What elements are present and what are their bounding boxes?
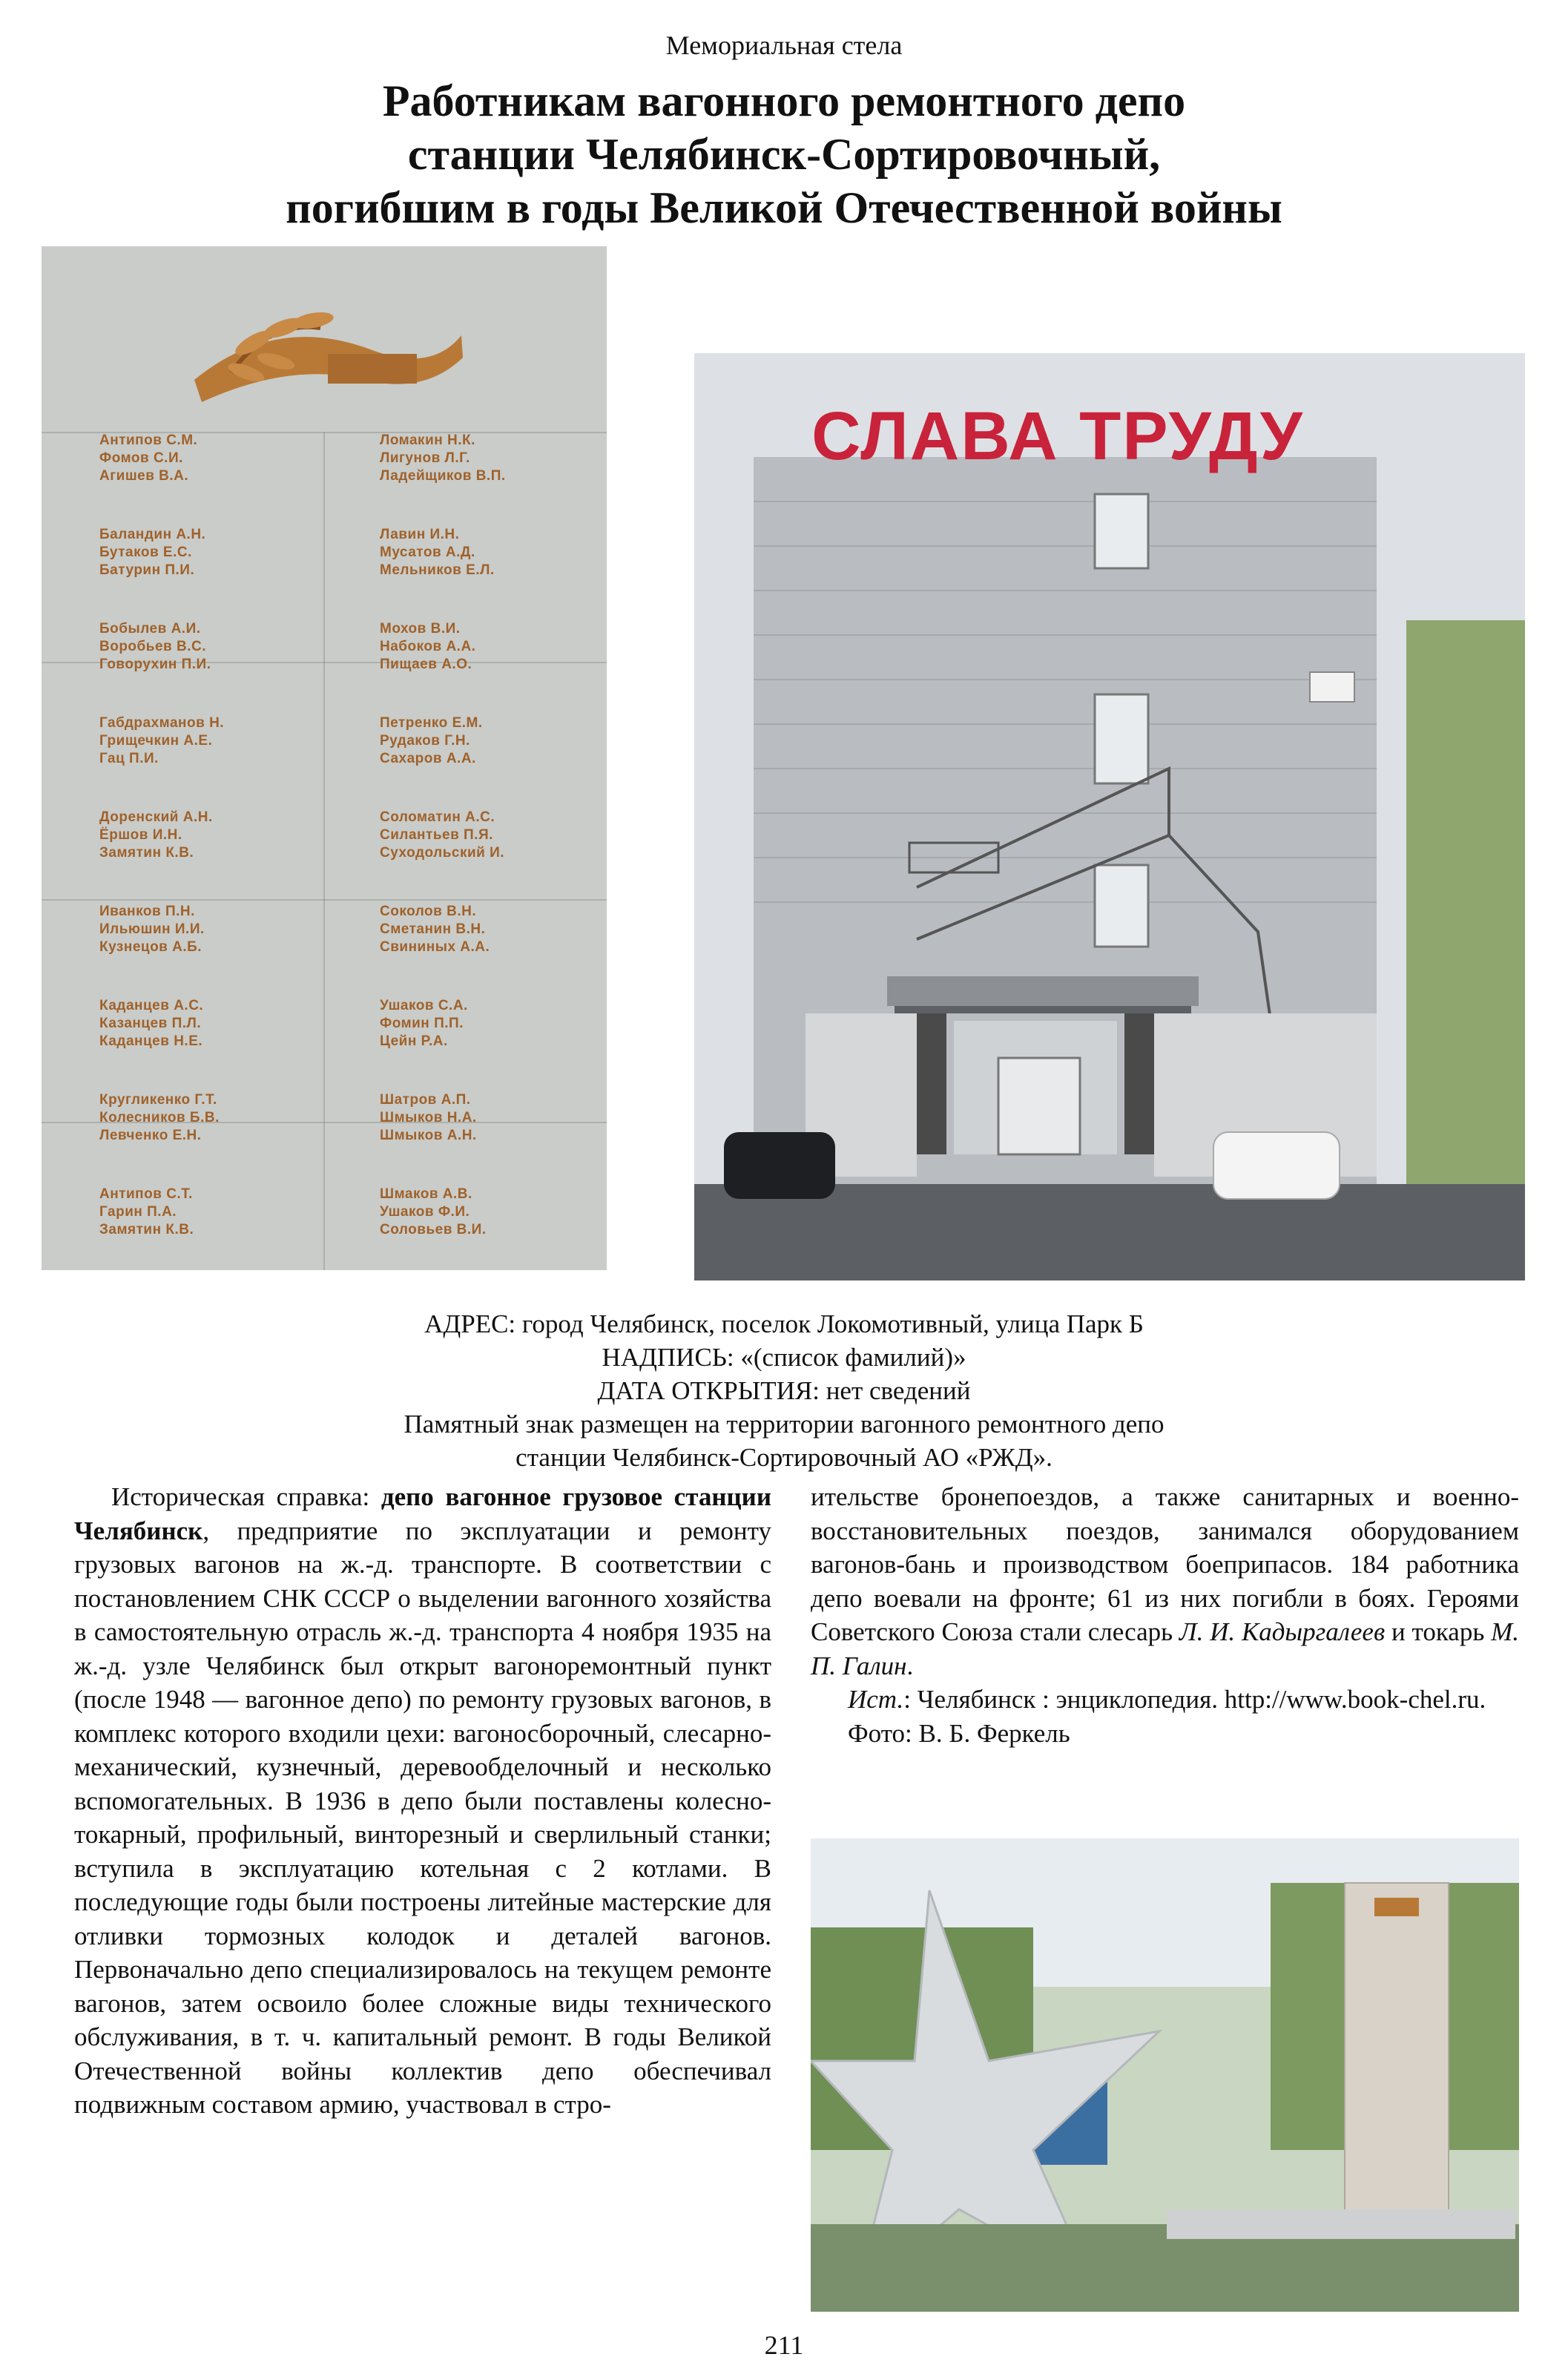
name-line: Ёршов И.Н. — [99, 827, 182, 843]
name-group — [380, 809, 528, 862]
name-line: Замятин К.В. — [99, 845, 194, 861]
name-line: Сметанин В.Н. — [380, 921, 486, 937]
title-line-1: Работникам вагонного ремонтного депо — [382, 76, 1186, 125]
name-group — [380, 997, 528, 1051]
name-group — [99, 1186, 248, 1239]
name-line: Батурин П.И. — [99, 562, 195, 578]
name-line: Мельников Е.Л. — [380, 562, 495, 578]
history-text-left — [74, 1480, 771, 2122]
hero-name: Л. И. Кадыргалеев — [1179, 1617, 1386, 1646]
name-group — [380, 432, 528, 485]
name-line: Иванков П.Н. — [99, 904, 195, 919]
stele-names-photo — [42, 246, 607, 1270]
name-line: Набоков А.А. — [380, 639, 476, 654]
name-line: Силантьев П.Я. — [380, 827, 493, 843]
name-line: Баландин А.Н. — [99, 527, 206, 542]
name-line: Казанцев П.Л. — [99, 1016, 202, 1031]
name-line: Кузнецов А.Б. — [99, 939, 202, 955]
conjunction-text: и токарь — [1385, 1617, 1492, 1646]
name-line: Антипов С.М. — [99, 433, 198, 448]
name-line: Агишев В.А. — [99, 468, 189, 484]
name-line: Пищаев А.О. — [380, 657, 472, 672]
history-paragraph-continued — [811, 1480, 1519, 1683]
history-text: , предприятие по эксплуатации и ремонту грузовых вагонов на ж.-д. транспорте. В соответствии с постановлением СНК СССР о выделении вагонного хозяйства в самостоятельную отрасль ж.-д. транспорта 4 ноября 1935 на ж.-д. узле Челябинск был открыт вагоноремонтный пункт (после 1948 — вагонное депо) по ремонту грузовых вагонов, в комплекс которого входили цехи: вагоносборочный, слесарно-механический, кузнечный, деревообделочный и несколько вспомогательных. В 1936 в депо были поставлены колесно-токарный, профильный, винторезный и сверлильный станки; вступила в эксплуатацию котельная с 2 котлами. В последующие годы были построены литейные мастерские для отливки тормозных колодок и деталей вагонов. Первоначально депо специализировалось на текущем ремонте вагонов, затем освоило более сложные виды технического обслуживания, в т. ч. капитальный ремонт. В годы Великой Отечественной войны коллектив депо обеспечивал подвижным составом армию, участвовал в стро- — [74, 1516, 771, 2119]
name-line: Шатров А.П. — [380, 1092, 471, 1108]
name-group — [380, 1091, 528, 1145]
name-line: Соломатин А.С. — [380, 809, 495, 825]
laurel-wreath-relief — [187, 291, 469, 424]
name-line: Мохов В.И. — [380, 621, 461, 637]
name-line: Каданцев А.С. — [99, 998, 204, 1013]
name-line: Колесников Б.В. — [99, 1110, 220, 1125]
name-line: Кругликенко Г.Т. — [99, 1092, 217, 1108]
name-line: Мусатов А.Д. — [380, 545, 475, 560]
depot-building-photo — [694, 353, 1525, 1280]
memorial-caption — [0, 1307, 1568, 1474]
page-number: 211 — [764, 2330, 804, 2360]
stele-right-column — [380, 432, 528, 1270]
name-line: Бутаков Е.С. — [99, 545, 192, 560]
page-title — [0, 74, 1568, 234]
name-group — [99, 997, 248, 1051]
name-line: Гац П.И. — [99, 751, 159, 766]
name-line: Антипов С.Т. — [99, 1186, 193, 1202]
name-line: Петренко Е.М. — [380, 715, 483, 731]
name-line: Ломакин Н.К. — [380, 433, 475, 448]
caption-inscription: НАДПИСЬ: «(список фамилий)» — [602, 1343, 966, 1372]
name-group — [380, 526, 528, 579]
name-line: Бобылев А.И. — [99, 621, 201, 637]
name-line: Ушаков С.А. — [380, 998, 468, 1013]
name-line: Замятин К.В. — [99, 1222, 194, 1237]
name-line: Говорухин П.И. — [99, 657, 211, 672]
history-intro: Историческая справка: — [111, 1482, 381, 1511]
name-line: Каданцев Н.Е. — [99, 1033, 203, 1049]
source-paragraph — [811, 1683, 1519, 1717]
name-line: Соколов В.Н. — [380, 904, 477, 919]
sentence-end: . — [906, 1651, 914, 1680]
name-line: Соловьев В.И. — [380, 1222, 487, 1237]
history-text-continued: ительстве бронепоездов, а также санитарных и военно-восстановительных поездов, занимался оборудованием вагонов-бань и производством боеприпасов. 184 работника депо воевали на фронте; 61 из них погибли в боях. Героями Советского Союза стали слесарь — [811, 1482, 1519, 1646]
name-line: Суходольский И. — [380, 845, 505, 861]
name-line: Доренский А.Н. — [99, 809, 213, 825]
name-line: Ильюшин И.И. — [99, 921, 205, 937]
star-monument-illustration — [811, 1838, 1519, 2312]
hero-name: М. П. Галин — [811, 1617, 1519, 1680]
name-line: Сахаров А.А. — [380, 751, 476, 766]
name-line: Ладейщиков В.П. — [380, 468, 506, 484]
name-line: Габдрахманов Н. — [99, 715, 225, 731]
title-line-2: станции Челябинск-Сортировочный, — [407, 130, 1161, 179]
name-group — [380, 620, 528, 674]
name-line: Фомов С.И. — [99, 450, 183, 466]
name-line: Ушаков Ф.И. — [380, 1204, 470, 1220]
name-group — [99, 432, 248, 485]
building-illustration — [694, 353, 1525, 1280]
caption-location-line-1: Памятный знак размещен на территории вагонного ремонтного депо — [403, 1410, 1165, 1439]
history-paragraph — [74, 1480, 771, 2122]
caption-address: АДРЕС: город Челябинск, поселок Локомотивный, улица Парк Б — [424, 1309, 1144, 1338]
name-line: Рудаков Г.Н. — [380, 733, 470, 749]
name-group — [380, 714, 528, 768]
source-label: Ист. — [848, 1685, 904, 1714]
name-line: Гарин П.А. — [99, 1204, 177, 1220]
name-line: Свининых А.А. — [380, 939, 490, 955]
name-group — [99, 1091, 248, 1145]
name-group — [99, 620, 248, 674]
name-line: Воробьев В.С. — [99, 639, 206, 654]
name-line: Фомин П.П. — [380, 1016, 464, 1031]
depot-name: депо вагонное грузовое станции Челябинск — [74, 1482, 771, 1545]
caption-location-line-2: станции Челябинск-Сортировочный АО «РЖД». — [515, 1443, 1053, 1472]
name-group — [99, 903, 248, 956]
title-line-3: погибшим в годы Великой Отечественной войны — [286, 183, 1282, 232]
history-text-right — [811, 1480, 1519, 1750]
name-group — [380, 903, 528, 956]
name-line: Лигунов Л.Г. — [380, 450, 470, 466]
name-group — [99, 526, 248, 579]
name-line: Шмаков А.В. — [380, 1186, 472, 1202]
star-monument-photo — [811, 1838, 1519, 2312]
name-group — [380, 1186, 528, 1239]
name-line: Лавин И.Н. — [380, 527, 460, 542]
section-kicker: Мемориальная стела — [665, 30, 903, 60]
name-line: Грищечкин А.Е. — [99, 733, 213, 749]
name-line: Шмыков А.Н. — [380, 1128, 477, 1143]
name-line: Цейн Р.А. — [380, 1033, 448, 1049]
stele-left-column — [99, 432, 248, 1270]
source-text: : Челябинск : энциклопедия. http://www.book-chel.ru. — [903, 1685, 1486, 1714]
name-group — [99, 714, 248, 768]
name-line: Шмыков Н.А. — [380, 1110, 477, 1125]
caption-opening-date: ДАТА ОТКРЫТИЯ: нет сведений — [597, 1376, 971, 1405]
photo-credit: Фото: В. Б. Феркель — [848, 1718, 1070, 1748]
name-line: Левченко Е.Н. — [99, 1128, 202, 1143]
name-group — [99, 809, 248, 862]
slava-trudu-sign: СЛАВА ТРУДУ — [811, 398, 1304, 474]
